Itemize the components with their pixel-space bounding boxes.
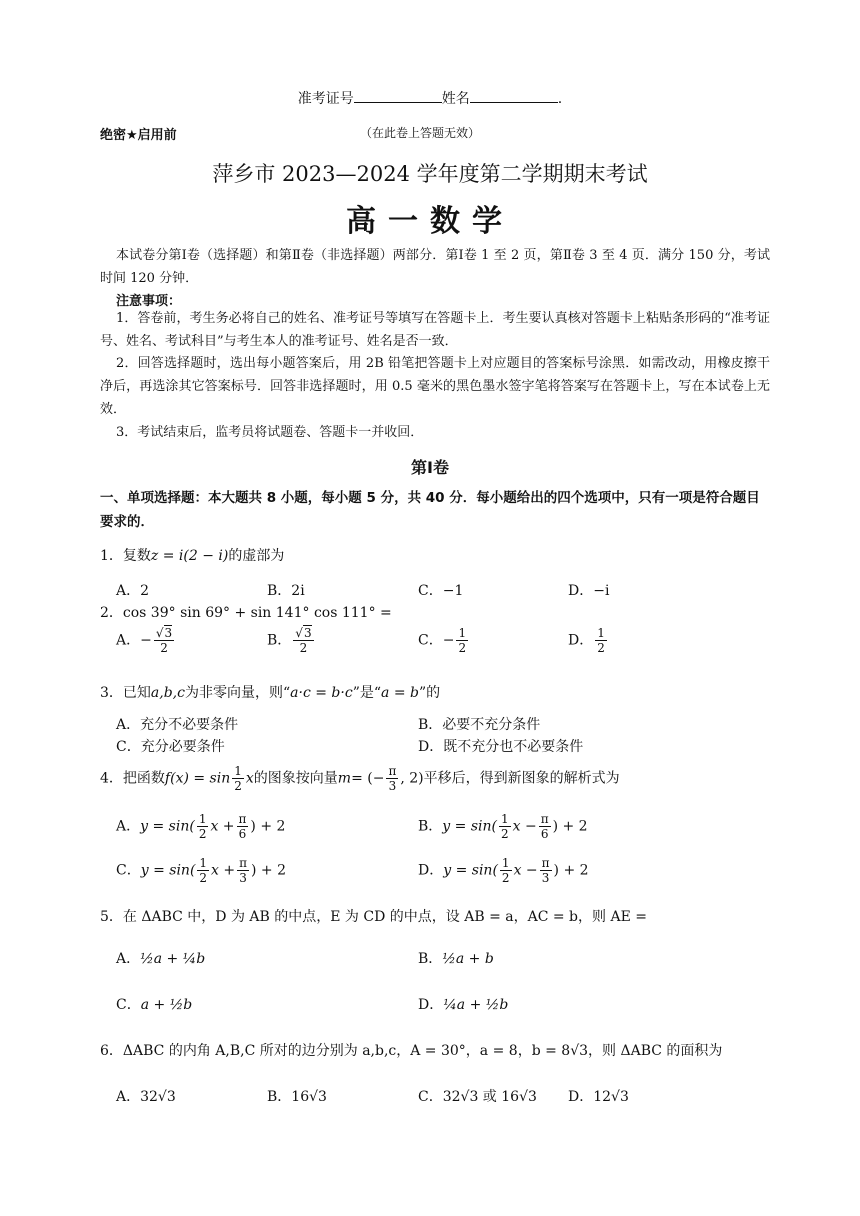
q2-c-label: C． <box>418 632 443 649</box>
q4-c-pi <box>237 856 249 885</box>
q4-a-right: ) + 2 <box>250 818 286 835</box>
q5-option-c <box>116 994 192 1014</box>
q4-b-pi <box>539 812 551 841</box>
q4-half-den: 2 <box>234 779 242 793</box>
q4-d-pi-den: 3 <box>541 871 550 885</box>
question-2: 2．cos 39° sin 69° + sin 141° cos 111° = <box>100 605 392 621</box>
q4-a-half-num: 1 <box>198 812 207 826</box>
q4-d-right: ) + 2 <box>553 862 589 879</box>
q2-a-fraction: $\frac{√3}{2}$ <box>155 626 173 655</box>
q4-option-d <box>418 856 589 885</box>
question-4: 4．把函数f(x) = sin $\frac{1}{2}$ x的图象按向量m= (− $\frac{\pi}{3}$ , 2)平移后，得到新图象的解析式为 <box>100 764 620 793</box>
q5-b-expr: ½a + b <box>442 951 494 967</box>
q4-vector-right: , 2) <box>400 770 424 787</box>
q2-c-den: 2 <box>458 641 467 655</box>
notice-item-1: 1．答卷前，考生务必将自己的姓名、准考证号等填写在答题卡上．考生要认真核对答题卡上粘贴条形码的“准考证号、姓名、考试科目”与考生本人的准考证号、姓名是否一致． <box>100 311 770 349</box>
q2-b-den: 2 <box>299 641 308 655</box>
exam-title: 萍乡市 2023—2024 学年度第二学期期末考试 <box>212 162 648 186</box>
q2-a-num: 3 <box>164 626 173 640</box>
subject-title: 高一数学 <box>346 204 514 239</box>
q5-c-label: C． <box>116 997 141 1013</box>
q4-b-half-den: 2 <box>500 827 509 841</box>
q4-b-half <box>499 812 511 841</box>
q4-d-left: y = sin( <box>443 862 498 879</box>
question-6: 6．ΔABC 的内角 A,B,C 所对的边分别为 a,b,c，A = 30°，a = 8，b = 8√3，则 ΔABC 的面积为 <box>100 1043 723 1059</box>
q2-c-sign: − <box>442 632 455 649</box>
q4-d-pi-num: π <box>541 856 550 870</box>
q4-b-half-num: 1 <box>500 812 509 826</box>
q3-option-d: D．既不充分也不必要条件 <box>418 739 584 755</box>
q2-option-b <box>267 626 316 655</box>
q3-mid: 为非零向量，则“ <box>184 685 291 701</box>
q4-c-half-num: 1 <box>199 856 208 870</box>
q4-d-half-num: 1 <box>501 856 510 870</box>
q6-option-a: A．32√3 <box>116 1089 176 1105</box>
q2-d-num: 1 <box>597 626 605 640</box>
q5-c-expr: a + ½b <box>140 997 193 1013</box>
q4-d-half <box>500 856 512 885</box>
q5-option-d <box>418 994 508 1014</box>
q2-c-num: 1 <box>458 626 467 640</box>
q2-a-den: 2 <box>160 641 168 655</box>
q2-option-c <box>418 626 470 655</box>
q4-d-label: D． <box>418 862 444 879</box>
q3-option-c: C．充分必要条件 <box>116 739 225 755</box>
q4-c-left: y = sin( <box>140 862 196 879</box>
q4-a-half-den: 2 <box>198 827 207 841</box>
secret-label: 绝密★启用前 <box>100 128 177 143</box>
q4-c-half-den: 2 <box>199 871 208 885</box>
q2-a-sign: − <box>140 632 152 649</box>
exam-id-label: 准考证号 <box>297 91 354 107</box>
q4-b-right: ) + 2 <box>552 818 588 835</box>
notice-heading: 注意事项： <box>116 294 182 309</box>
name-label: 姓名 <box>441 91 470 107</box>
q4-b-left: y = sin( <box>442 818 497 835</box>
q4-b-pi-num: π <box>540 812 549 826</box>
q4-b-pi-den: 6 <box>540 827 549 841</box>
q4-b-label: B． <box>418 818 443 835</box>
q2-d-label: D． <box>568 632 594 649</box>
q5-a-label: A． <box>116 951 141 967</box>
q2-b-num: 3 <box>303 626 312 640</box>
notice-item-2: 2．回答选择题时，选出每小题答案后，用 2B 铅笔把答题卡上对应题目的答案标号涂黑．如需改动，用橡皮擦干净后，再选涂其它答案标号．回答非选择题时，用 0.5 毫米的黑色墨水签字笔将答案写在答题卡上，写在本试卷上无效． <box>100 356 770 417</box>
q4-c-half <box>197 856 209 885</box>
q2-b-label: B． <box>267 632 292 649</box>
question-5: 5．在 ΔABC 中，D 为 AB 的中点，E 为 CD 的中点，设 AB = a，AC = b，则 AE = <box>100 909 647 925</box>
q4-c-pi-den: 3 <box>239 871 247 885</box>
q4-option-c <box>116 856 286 885</box>
q4-c-right: ) + 2 <box>251 862 287 879</box>
invalid-note: （在此卷上答题无效） <box>359 126 480 140</box>
question-1 <box>100 545 284 565</box>
q4-pi: π <box>388 764 397 778</box>
q1-prefix: 1．复数 <box>100 548 151 564</box>
q4-three: 3 <box>388 779 397 793</box>
q4-a-op: x + <box>210 818 235 835</box>
q4-a-pi-num: π <box>238 812 247 826</box>
q4-vector-left: = (− <box>351 770 385 787</box>
q4-mid: 的图象按向量 <box>253 770 338 787</box>
q3-mid-2: ”是“ <box>352 685 382 701</box>
exam-id-blank <box>354 88 442 103</box>
q4-a-half <box>197 812 209 841</box>
q4-d-half-den: 2 <box>501 871 510 885</box>
q3-suffix: ”的 <box>418 685 441 701</box>
q4-c-op: x + <box>211 862 236 879</box>
name-blank <box>470 88 558 103</box>
part-title: 第Ⅰ卷 <box>411 458 449 477</box>
q4-c-pi-num: π <box>239 856 248 870</box>
q1-suffix: 的虚部为 <box>228 548 285 564</box>
q4-function: f(x) = sin <box>164 770 231 787</box>
section-heading: 一、单项选择题：本大题共 8 小题，每小题 5 分，共 40 分．每小题给出的四个选项中，只有一项是符合题目要求的． <box>100 490 760 530</box>
q4-suffix: 平移后，得到新图象的解析式为 <box>423 770 620 787</box>
q3-option-b: B．必要不充分条件 <box>418 717 541 733</box>
q2-option-a <box>116 626 176 655</box>
q2-option-d <box>568 626 609 655</box>
q6-option-c: C．32√3 或 16√3 <box>418 1089 537 1105</box>
q3-vectors: a,b,c <box>150 685 185 701</box>
q1-option-c: C．−1 <box>418 583 464 599</box>
q4-option-b <box>418 812 588 841</box>
q2-c-fraction <box>456 626 468 655</box>
q4-a-pi-den: 6 <box>238 827 247 841</box>
q1-option-a: A．2 <box>116 583 150 599</box>
q6-option-d: D．12√3 <box>568 1089 629 1105</box>
q3-option-a: A．充分不必要条件 <box>116 717 239 733</box>
q4-option-a <box>116 812 285 841</box>
q4-a-pi <box>237 812 249 841</box>
q4-half-num: 1 <box>234 764 242 778</box>
q5-option-b <box>418 948 494 968</box>
q4-half <box>232 764 244 793</box>
q2-d-den: 2 <box>597 641 605 655</box>
q6-option-b: B．16√3 <box>267 1089 327 1105</box>
q4-pi-third <box>386 764 398 793</box>
q4-vector: m <box>337 770 352 787</box>
q4-c-label: C． <box>116 862 141 879</box>
q4-d-pi <box>540 856 552 885</box>
q4-a-left: y = sin( <box>140 818 195 835</box>
q3-prefix: 3．已知 <box>100 685 151 701</box>
q4-prefix: 4．把函数 <box>100 770 165 787</box>
q4-a-label: A． <box>116 818 141 835</box>
q3-condition-1: a·c = b·c <box>290 685 353 701</box>
q2-d-fraction <box>595 626 607 655</box>
q2-a-label: A． <box>116 632 141 649</box>
q5-b-label: B． <box>418 951 443 967</box>
end-mark: . <box>557 91 563 107</box>
notice-item-3: 3．考试结束后，监考员将试题卷、答题卡一并收回． <box>116 425 424 440</box>
intro-paragraph: 本试卷分第Ⅰ卷（选择题）和第Ⅱ卷（非选择题）两部分．第Ⅰ卷 1 至 2 页，第Ⅱ卷 3 至 4 页．满分 150 分，考试时间 120 分钟． <box>100 248 770 286</box>
exam-id-name-line <box>0 88 860 108</box>
question-3 <box>100 682 440 702</box>
q1-option-b: B．2i <box>267 583 305 599</box>
q4-b-op: x − <box>512 818 537 835</box>
q4-d-op: x − <box>513 862 538 879</box>
q2-b-fraction: $\frac{√3}{2}$ <box>295 626 312 655</box>
q5-option-a <box>116 948 205 968</box>
q3-condition-2: a = b <box>381 685 419 701</box>
q1-expr: z = i(2 − i) <box>150 548 229 564</box>
q5-d-label: D． <box>418 997 444 1013</box>
q5-a-expr: ½a + ¼b <box>140 951 206 967</box>
q1-option-d: D．−i <box>568 583 610 599</box>
q5-d-expr: ¼a + ½b <box>443 997 509 1013</box>
